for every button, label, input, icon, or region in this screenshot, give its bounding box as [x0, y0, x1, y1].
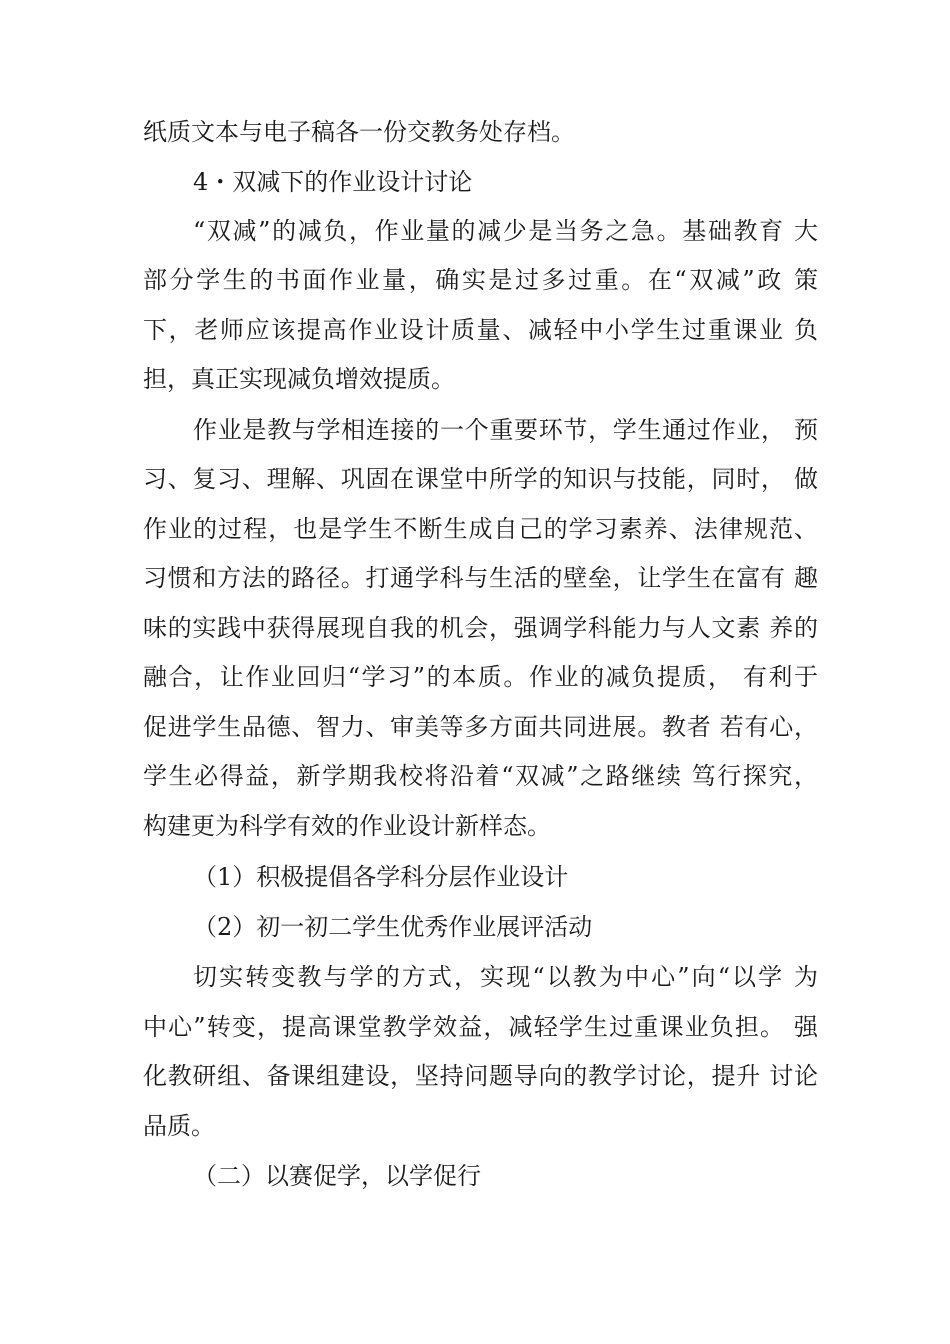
paragraph-line: 担，真正实现减负增效提质。	[143, 365, 455, 393]
list-item: （2）初一初二学生优秀作业展评活动	[193, 913, 593, 941]
paragraph-line: 品质。	[143, 1112, 215, 1140]
list-item: （1）积极提倡各学科分层作业设计	[193, 863, 569, 891]
paragraph-line: 习、复习、理解、巩固在课堂中所学的知识与技能，同时， 做	[143, 465, 818, 493]
paragraph-line: 构建更为科学有效的作业设计新样态。	[143, 812, 551, 840]
paragraph-line: 纸质文本与电子稿各一份交教务处存档。	[143, 118, 575, 146]
section-heading: （二）以赛促学，以学促行	[193, 1162, 481, 1190]
paragraph-line: 融合，让作业回归“学习”的本质。作业的减负提质， 有利于	[143, 663, 818, 691]
paragraph-line: 切实转变教与学的方式，实现“以教为中心”向“以学 为	[193, 963, 818, 991]
paragraph-line: 中心”转变，提高课堂教学效益，减轻学生过重课业负担。 强	[143, 1013, 818, 1041]
paragraph-line: 促进学生品德、智力、审美等多方面共同进展。教者 若有心，	[143, 713, 818, 741]
paragraph-line: 习惯和方法的路径。打通学科与生活的壁垒，让学生在富有 趣	[143, 564, 818, 592]
paragraph-line: “双减”的减负，作业量的减少是当务之急。基础教育 大	[193, 217, 818, 245]
paragraph-line: 学生必得益，新学期我校将沿着“双减”之路继续 笃行探究，	[143, 762, 818, 790]
section-heading: 4・双减下的作业设计讨论	[193, 168, 473, 196]
paragraph-line: 味的实践中获得展现自我的机会，强调学科能力与人文素 养的	[143, 614, 818, 642]
paragraph-line: 化教研组、备课组建设，坚持问题导向的教学讨论，提升 讨论	[143, 1062, 818, 1090]
paragraph-line: 作业的过程，也是学生不断生成自己的学习素养、法律规范、	[143, 515, 818, 543]
paragraph-line: 作业是教与学相连接的一个重要环节，学生通过作业， 预	[193, 416, 818, 444]
paragraph-line: 部分学生的书面作业量，确实是过多过重。在“双减”政 策	[143, 266, 818, 294]
paragraph-line: 下，老师应该提高作业设计质量、减轻中小学生过重课业 负	[143, 316, 818, 344]
